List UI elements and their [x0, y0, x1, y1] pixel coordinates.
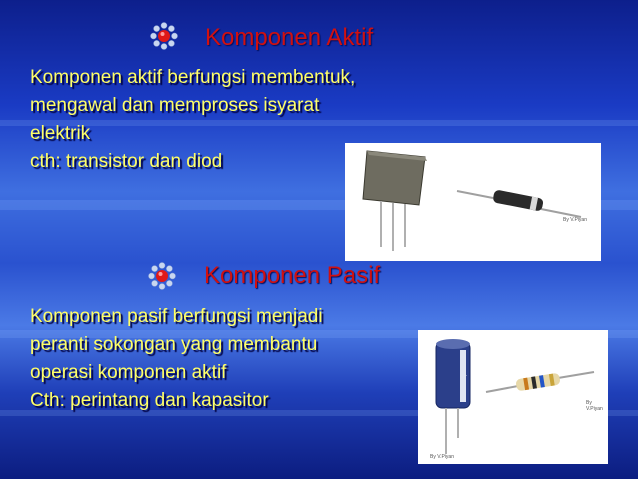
passive-description	[30, 303, 323, 415]
title-passive: Komponen Pasif	[204, 262, 381, 289]
passive-line: Komponen pasif berfungsi menjadi	[30, 306, 323, 327]
active-description	[30, 64, 355, 176]
photo-credit: By V.Piyan	[563, 217, 587, 223]
photo-credit: By V.Piyan	[586, 400, 603, 412]
photo-credit: By V.Piyan	[430, 454, 454, 460]
passive-line: peranti sokongan yang membantu	[30, 334, 318, 355]
active-line: mengawal dan memproses isyarat	[30, 95, 320, 116]
capacitor-label: 470µF	[462, 369, 469, 385]
passive-line: operasi komponen aktif	[30, 362, 227, 383]
photo-transistor-diode	[345, 143, 601, 261]
active-line: cth: transistor dan diod	[30, 151, 223, 172]
flower-bullet-icon	[150, 22, 178, 50]
passive-line: Cth: perintang dan kapasitor	[30, 390, 269, 411]
active-line: Komponen aktif berfungsi membentuk,	[30, 67, 356, 88]
active-line: elektrik	[30, 123, 91, 144]
title-active: Komponen Aktif	[205, 24, 374, 51]
flower-bullet-icon	[148, 262, 176, 290]
capacitor-resistor-image	[418, 330, 608, 464]
photo-capacitor-resistor	[418, 330, 608, 464]
transistor-diode-image	[345, 143, 601, 261]
